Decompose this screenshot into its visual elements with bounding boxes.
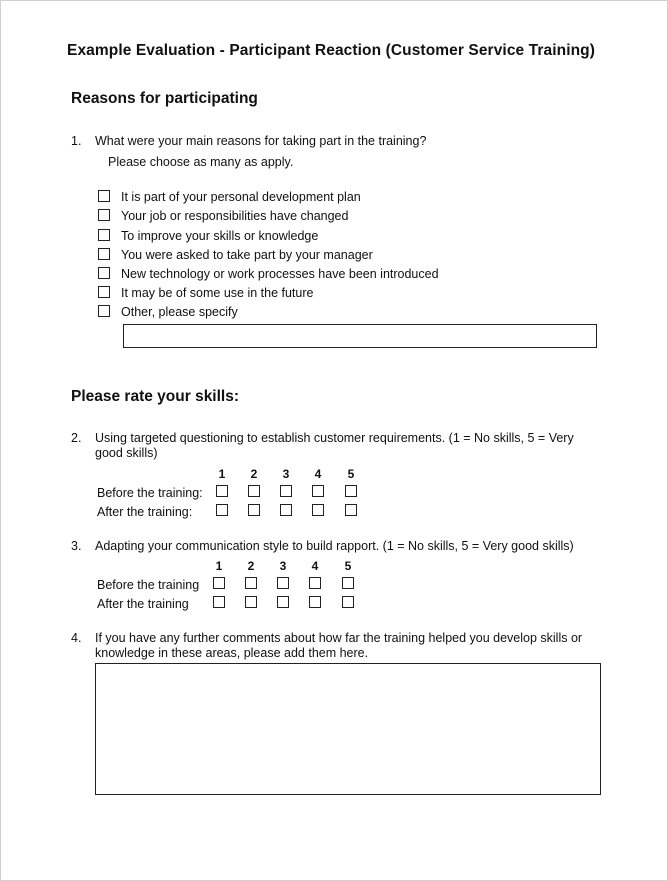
scale-label: 5	[347, 467, 355, 481]
question-2-text: Using targeted questioning to establish customer requirements. (1 = No skills, 5 = Very good skills)	[95, 431, 574, 460]
question-number: 1.	[71, 134, 82, 148]
question-4-text: If you have any further comments about how far the training helped you develop skills or knowledge in these areas, please add them here.	[95, 631, 583, 660]
reason-option-label: It is part of your personal development plan	[121, 190, 361, 204]
scale-label: 1	[218, 467, 226, 481]
question-number: 3.	[71, 539, 82, 553]
reason-option-label: It may be of some use in the future	[121, 286, 314, 300]
scale-label: 4	[311, 559, 319, 573]
section-heading-reasons: Reasons for participating	[71, 90, 258, 107]
reason-checkbox[interactable]	[98, 229, 110, 241]
rating-checkbox[interactable]	[216, 504, 228, 516]
reason-checkbox-other[interactable]	[98, 305, 110, 317]
reason-option-label-other: Other, please specify	[121, 305, 238, 319]
scale-label: 3	[279, 559, 287, 573]
reason-checkbox[interactable]	[98, 190, 110, 202]
scale-label: 2	[250, 467, 258, 481]
scale-label: 5	[344, 559, 352, 573]
rating-checkbox[interactable]	[248, 485, 260, 497]
reason-checkbox[interactable]	[98, 209, 110, 221]
question-number: 2.	[71, 431, 82, 445]
rating-checkbox[interactable]	[280, 504, 292, 516]
rating-checkbox[interactable]	[216, 485, 228, 497]
reason-checkbox[interactable]	[98, 286, 110, 298]
section-heading-rate-skills: Please rate your skills:	[71, 388, 240, 405]
rating-checkbox[interactable]	[280, 485, 292, 497]
reason-option-label: You were asked to take part by your manager	[121, 248, 373, 262]
rating-checkbox[interactable]	[345, 504, 357, 516]
other-specify-field[interactable]	[123, 324, 597, 348]
rating-checkbox[interactable]	[277, 577, 289, 589]
rating-row-label-before: Before the training:	[97, 486, 203, 500]
rating-checkbox[interactable]	[213, 596, 225, 608]
rating-checkbox[interactable]	[245, 577, 257, 589]
reason-option-label: Your job or responsibilities have changed	[121, 209, 349, 223]
scale-label: 1	[215, 559, 223, 573]
reason-checkbox[interactable]	[98, 267, 110, 279]
scale-label: 4	[314, 467, 322, 481]
rating-row-label-after: After the training	[97, 597, 189, 611]
rating-checkbox[interactable]	[309, 577, 321, 589]
question-number: 4.	[71, 631, 82, 645]
rating-row-label-before: Before the training	[97, 578, 200, 592]
reason-option-label: New technology or work processes have been introduced	[121, 267, 439, 281]
question-3-text: Adapting your communication style to build rapport. (1 = No skills, 5 = Very good skills)	[95, 539, 574, 553]
rating-checkbox[interactable]	[342, 577, 354, 589]
document-title: Example Evaluation - Participant Reaction (Customer Service Training)	[67, 42, 596, 59]
rating-checkbox[interactable]	[342, 596, 354, 608]
question-1-instruction: Please choose as many as apply.	[108, 155, 294, 169]
rating-row-label-after: After the training:	[97, 505, 193, 519]
rating-checkbox[interactable]	[245, 596, 257, 608]
reason-option-label: To improve your skills or knowledge	[121, 229, 319, 243]
scale-label: 3	[282, 467, 290, 481]
rating-checkbox[interactable]	[312, 504, 324, 516]
rating-checkbox[interactable]	[213, 577, 225, 589]
rating-checkbox[interactable]	[277, 596, 289, 608]
rating-checkbox[interactable]	[309, 596, 321, 608]
comments-textarea[interactable]	[95, 663, 601, 795]
rating-checkbox[interactable]	[312, 485, 324, 497]
scale-label: 2	[247, 559, 255, 573]
reason-checkbox[interactable]	[98, 248, 110, 260]
rating-checkbox[interactable]	[248, 504, 260, 516]
question-1-text: What were your main reasons for taking part in the training?	[95, 134, 427, 148]
rating-checkbox[interactable]	[345, 485, 357, 497]
